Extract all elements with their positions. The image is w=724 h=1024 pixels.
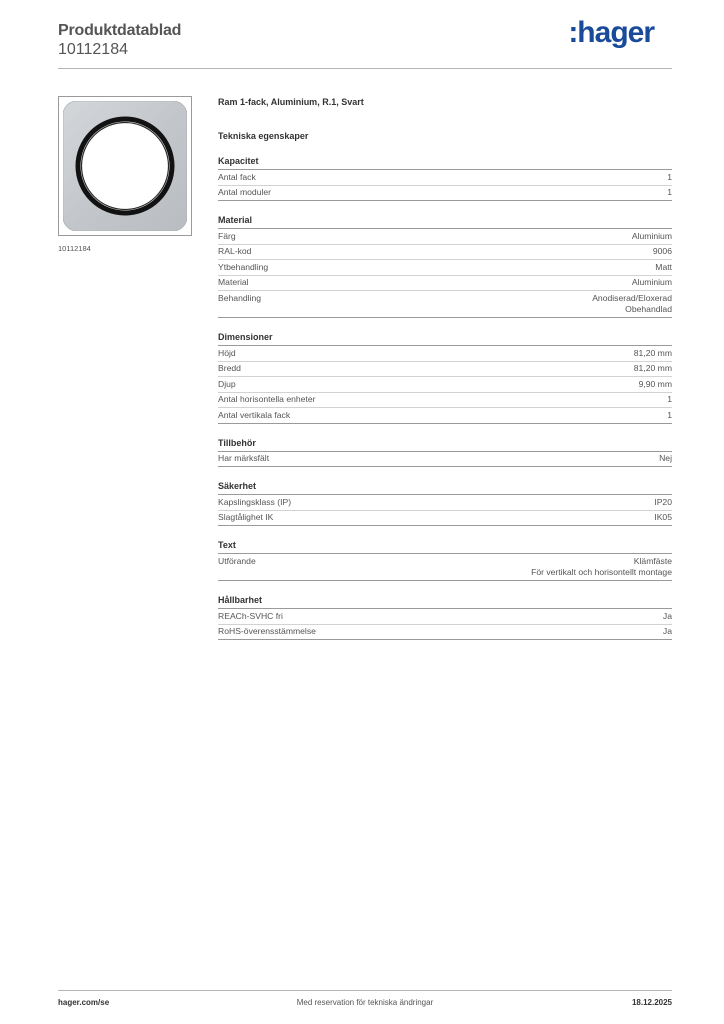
property-label: Ytbehandling: [218, 261, 269, 272]
property-group: [218, 215, 672, 318]
property-value: [667, 394, 672, 406]
property-value-line: Obehandlad: [625, 304, 672, 314]
property-label: Antal horisontella enheter: [218, 394, 316, 404]
property-row: [218, 393, 672, 409]
property-row: [218, 186, 672, 202]
property-row: [218, 276, 672, 292]
footer-date: 18.12.2025: [631, 998, 672, 1007]
property-value-line: 9,90 mm: [638, 378, 672, 389]
property-value: [667, 410, 672, 422]
property-value: [655, 262, 672, 274]
property-label: Har märksfält: [218, 453, 270, 463]
property-value: [639, 379, 672, 391]
property-row: [218, 377, 672, 393]
group-heading: Dimensioner: [218, 332, 672, 346]
properties-title: Tekniska egenskaper: [218, 131, 309, 141]
property-value-line: 1: [667, 394, 672, 404]
property-group: [218, 481, 672, 526]
property-label: Antal fack: [218, 171, 256, 182]
property-value-line: 1: [667, 409, 672, 420]
footer-divider: [58, 990, 672, 991]
property-group: [218, 438, 672, 468]
property-row: [218, 452, 672, 468]
property-label: Utförande: [218, 555, 256, 566]
property-label: Bredd: [218, 363, 241, 373]
property-row: [218, 609, 672, 625]
group-heading: Kapacitet: [218, 156, 672, 170]
property-row: [218, 260, 672, 276]
property-value: [632, 231, 672, 243]
group-heading: Säkerhet: [218, 481, 672, 495]
property-value-line: 81,20 mm: [633, 347, 672, 358]
group-heading: Tillbehör: [218, 438, 672, 452]
property-label: Behandling: [218, 292, 262, 303]
property-value: [654, 497, 672, 509]
property-group: [218, 156, 672, 201]
property-row: [218, 625, 672, 641]
property-value-line: 1: [667, 187, 672, 197]
property-row: [218, 495, 672, 511]
property-groups: [218, 156, 672, 640]
property-row: [218, 245, 672, 261]
property-label: Slagtålighet IK: [218, 512, 274, 522]
property-group: [218, 540, 672, 581]
property-row: [218, 511, 672, 527]
property-label: Djup: [218, 378, 236, 389]
property-value-line: Anodiserad/Eloxerad: [592, 292, 672, 303]
property-value-line: Matt: [655, 261, 672, 272]
footer-website: hager.com/se: [58, 998, 110, 1007]
property-group: [218, 332, 672, 424]
group-heading: Hållbarhet: [218, 595, 672, 609]
group-heading: Material: [218, 215, 672, 229]
property-value-line: Ja: [662, 626, 672, 636]
property-value: [634, 348, 672, 360]
document-title: Produktdatablad: [58, 22, 182, 39]
property-label: Antal vertikala fack: [218, 409, 291, 420]
property-label: Antal moduler: [218, 187, 272, 197]
property-value-line: Aluminium: [631, 277, 672, 287]
footer-note: Med reservation för tekniska ändringar: [296, 998, 434, 1007]
property-value: [659, 453, 672, 465]
property-value-line: Klämfäste: [633, 555, 672, 566]
property-value: [634, 363, 672, 375]
product-details: [218, 96, 672, 640]
property-value: [663, 626, 672, 638]
property-value: [654, 512, 672, 524]
property-label: Material: [218, 277, 249, 287]
property-value-line: Ja: [662, 610, 672, 621]
property-row: [218, 554, 672, 581]
property-value: [632, 277, 672, 289]
property-value-line: IP20: [654, 496, 672, 507]
property-value-line: Aluminium: [631, 230, 672, 241]
property-label: Färg: [218, 230, 236, 241]
header-divider: [58, 68, 672, 69]
property-value: [667, 187, 672, 199]
property-label: Kapslingsklass (IP): [218, 496, 292, 507]
property-row: [218, 170, 672, 186]
property-label: REACh-SVHC fri: [218, 610, 283, 621]
property-group: [218, 595, 672, 640]
property-value: [592, 293, 672, 316]
page-header: [58, 16, 672, 68]
document-number: 10112184: [58, 41, 128, 58]
page-footer: [58, 998, 672, 1010]
product-frame-image: [63, 101, 187, 231]
property-value: [531, 556, 672, 579]
property-value-line: För vertikalt och horisontellt montage: [531, 567, 672, 577]
group-heading: Text: [218, 540, 672, 554]
property-label: Höjd: [218, 347, 236, 358]
hager-logo: :hager: [568, 16, 654, 49]
property-value-line: IK05: [654, 512, 672, 522]
property-row: [218, 346, 672, 362]
property-value-line: 9006: [652, 246, 672, 256]
property-row: [218, 408, 672, 424]
property-value-line: 81,20 mm: [633, 363, 672, 373]
property-row: [218, 229, 672, 245]
property-row: [218, 291, 672, 318]
product-name: Ram 1-fack, Aluminium, R.1, Svart: [218, 97, 364, 107]
property-label: RAL-kod: [218, 246, 252, 256]
property-value-line: Nej: [659, 453, 672, 463]
photo-caption: 10112184: [58, 244, 91, 253]
property-value: [653, 246, 672, 258]
property-row: [218, 362, 672, 378]
property-value: [667, 172, 672, 184]
property-label: RoHS-överensstämmelse: [218, 626, 316, 636]
product-photo: [58, 96, 192, 236]
property-value: [663, 611, 672, 623]
property-value-line: 1: [667, 171, 672, 182]
